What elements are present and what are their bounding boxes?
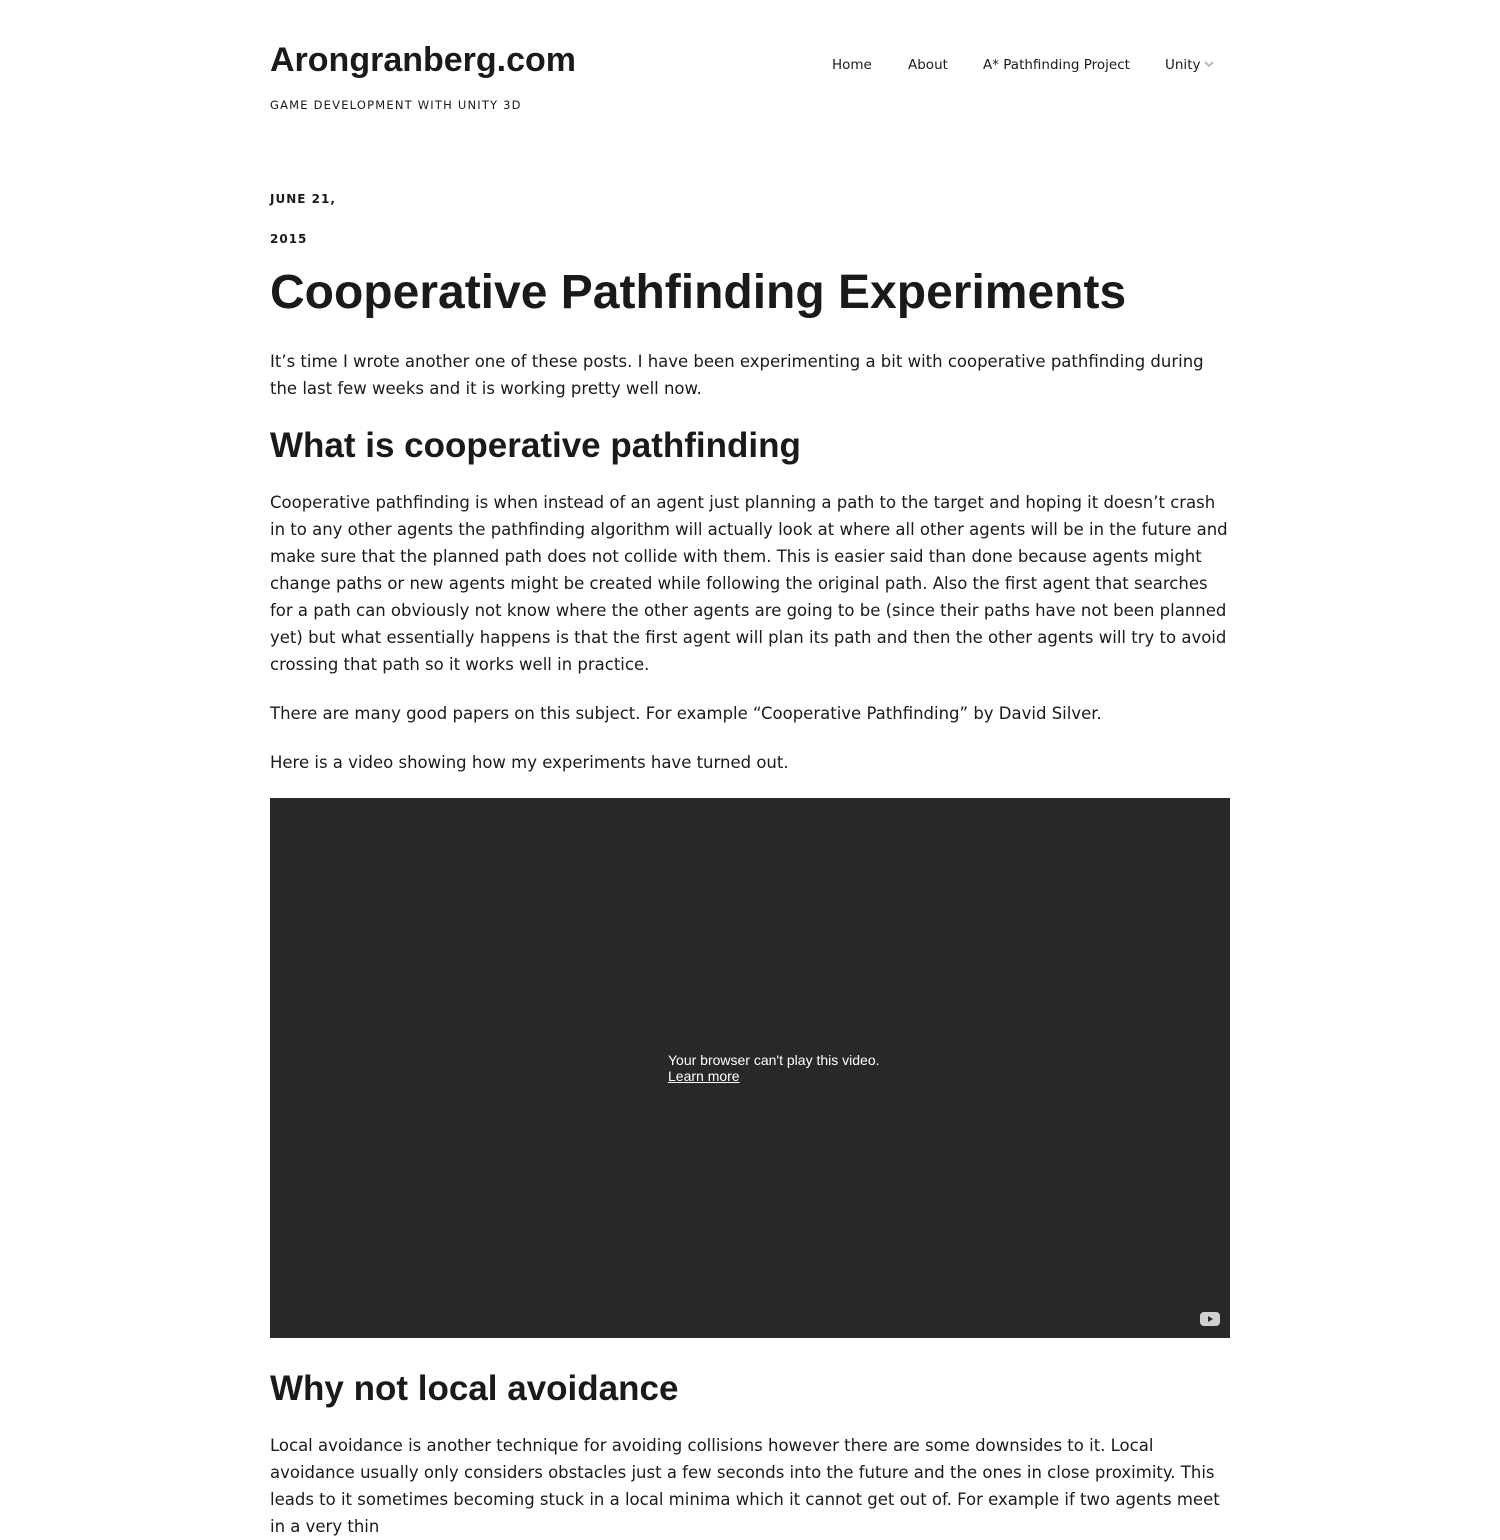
nav-item-unity-label: Unity — [1165, 57, 1201, 73]
learn-more-link[interactable]: Learn more — [668, 1068, 740, 1084]
section1-paragraph: Cooperative pathfinding is when instead of an agent just planning a path to the target and hoping it doesn’t crash in to any other agents the pathfinding algorithm will actually look at where all other agents will be in the future and make sure that the planned path does not collide with them. This is easier said than done because agents might change paths or new agents might be created while following the original path. Also the first agent that searches for a path can obviously not know where the other agents are going to be (since their paths have not been planned yet) but what essentially happens is that the first agent will plan its path and then the other agents will try to avoid crossing that path so it works well in practice. — [270, 493, 1228, 674]
video-intro-paragraph: Here is a video showing how my experiments have turned out. — [270, 753, 789, 772]
video-player[interactable] — [270, 798, 1230, 1338]
site-tagline: GAME DEVELOPMENT WITH UNITY 3D — [270, 98, 522, 112]
post-date-month-day[interactable]: JUNE 21, — [270, 192, 336, 206]
nav-item-home[interactable]: Home — [832, 57, 872, 73]
section2-paragraph: Local avoidance is another technique for avoiding collisions however there are some downsides to it. Local avoidance usually only considers obstacles just a few seconds into the future and the ones in close proximity. This leads to it sometimes becoming stuck in a local minima which it cannot get out of. For example if two agents meet in a very thin — [270, 1436, 1220, 1536]
site-title[interactable]: Arongranberg.com — [270, 41, 577, 79]
nav-item-about[interactable]: About — [908, 57, 948, 73]
video-error-message — [668, 1052, 880, 1084]
youtube-icon[interactable] — [1200, 1312, 1220, 1326]
chevron-down-icon — [1204, 61, 1214, 68]
section-heading-what-is: What is cooperative pathfinding — [270, 426, 801, 465]
nav-item-astar-project[interactable]: A* Pathfinding Project — [983, 57, 1130, 73]
post-date-year[interactable]: 2015 — [270, 232, 308, 246]
main-navigation — [0, 55, 1500, 75]
post-intro: It’s time I wrote another one of these posts. I have been experimenting a bit with cooperative pathfinding during the last few weeks and it is working pretty well now. — [270, 352, 1204, 398]
nav-item-unity[interactable] — [1165, 55, 1214, 75]
video-error-text: Your browser can't play this video. — [668, 1052, 880, 1068]
section-heading-why-not: Why not local avoidance — [270, 1369, 679, 1408]
post-title: Cooperative Pathfinding Experiments — [270, 266, 1127, 319]
papers-paragraph: There are many good papers on this subject. For example “Cooperative Pathfinding” by David Silver. — [270, 704, 1102, 723]
